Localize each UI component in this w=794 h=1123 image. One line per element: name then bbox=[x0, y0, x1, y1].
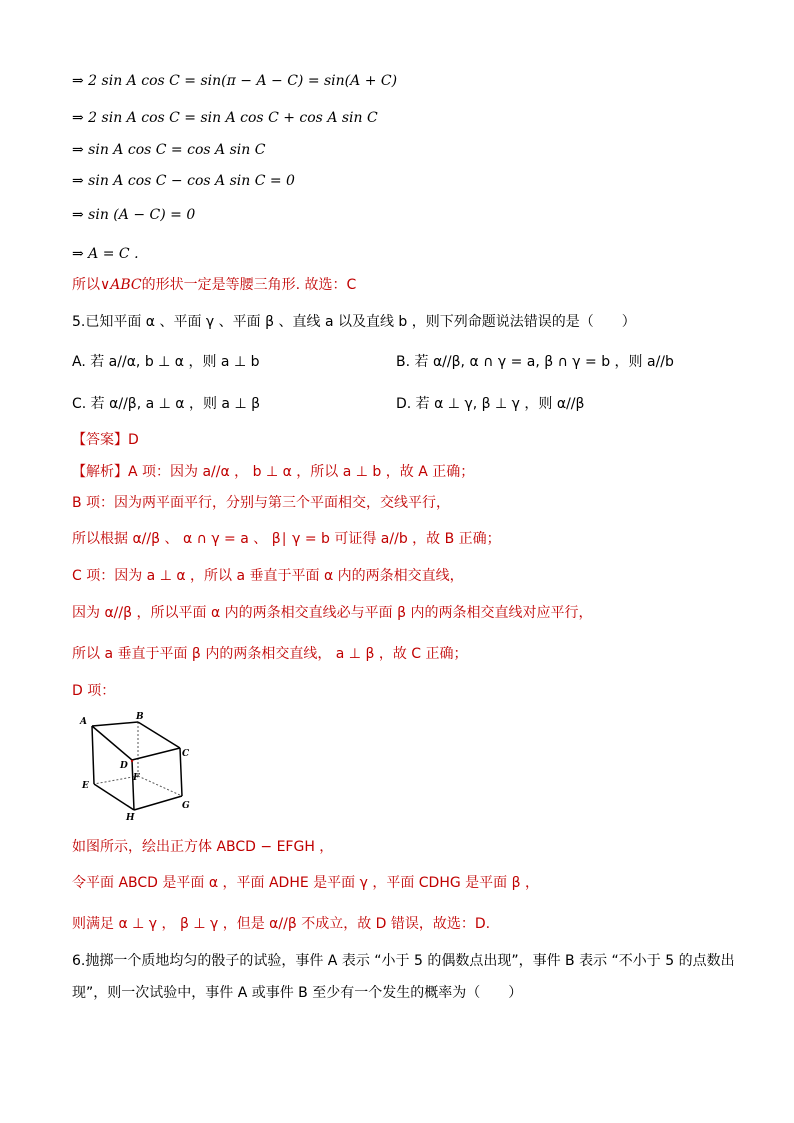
conclusion-triangle: ∨ABC bbox=[100, 277, 142, 293]
q5-analysis-d3: 则满足 α ⊥ γ ， β ⊥ γ ，但是 α//β 不成立，故 D 错误，故选：D. bbox=[72, 916, 491, 932]
q6-line-1: 6.抛掷一个质地均匀的骰子的试验，事件 A 表示 “小于 5 的偶数点出现”，事件 B 表示 “不小于 5 的点数出 bbox=[72, 953, 735, 969]
analysis-label: 【解析】 bbox=[72, 464, 128, 480]
q5-analysis-c2: 因为 α//β ，所以平面 α 内的两条相交直线必与平面 β 内的两条相交直线对应平行， bbox=[72, 605, 593, 621]
cube-label-e: E bbox=[82, 781, 89, 791]
q5-option-b: B. 若 α//β, α ∩ γ = a, β ∩ γ = b ，则 a//b bbox=[396, 354, 674, 370]
conclusion-prefix: 所以 bbox=[72, 277, 100, 293]
q5-option-a: A. 若 a//α, b ⊥ α ，则 a ⊥ b bbox=[72, 354, 260, 370]
q5-analysis-b2: 所以根据 α//β 、 α ∩ γ = a 、 β∣ γ = b 可证得 a//b ，故 B 正确； bbox=[72, 531, 501, 547]
cube-label-a: A bbox=[80, 717, 87, 727]
cube-label-c: C bbox=[182, 749, 190, 759]
q5-analysis-d-label: D 项： bbox=[72, 683, 116, 699]
q5-option-c: C. 若 α//β, a ⊥ α ，则 a ⊥ β bbox=[72, 396, 261, 412]
q5-stem: 5.已知平面 α 、平面 γ 、平面 β 、直线 a 以及直线 b ，则下列命题说法错误的是（ ） bbox=[72, 314, 636, 330]
q5-answer: 【答案】D bbox=[72, 432, 139, 448]
derivation-line-3: ⇒ sin A cos C = cos A sin C bbox=[72, 142, 266, 158]
q5-analysis-b1: B 项：因为两平面平行，分别与第三个平面相交，交线平行， bbox=[72, 495, 451, 511]
derivation-line-1: ⇒ 2 sin A cos C = sin(π − A − C) = sin(A + C) bbox=[72, 73, 398, 89]
cube-label-f: F bbox=[133, 773, 140, 783]
cube-label-b: B bbox=[136, 712, 144, 722]
q5-analysis-d2: 令平面 ABCD 是平面 α ，平面 ADHE 是平面 γ ，平面 CDHG 是平面 β ， bbox=[72, 875, 540, 891]
q5-analysis-c1: C 项：因为 a ⊥ α ，所以 a 垂直于平面 α 内的两条相交直线， bbox=[72, 568, 464, 584]
conclusion-suffix: 的形状一定是等腰三角形. 故选：C bbox=[141, 277, 357, 293]
q5-analysis-a bbox=[72, 463, 474, 481]
conclusion-line bbox=[72, 276, 356, 294]
cube-label-d: D bbox=[120, 761, 128, 771]
cube-label-g: G bbox=[182, 801, 190, 811]
derivation-line-5: ⇒ sin (A − C) = 0 bbox=[72, 207, 196, 223]
cube-label-h: H bbox=[126, 813, 135, 822]
derivation-line-6: ⇒ A = C . bbox=[72, 246, 139, 262]
derivation-line-4: ⇒ sin A cos C − cos A sin C = 0 bbox=[72, 173, 295, 189]
q6-line-2: 现”，则一次试验中，事件 A 或事件 B 至少有一个发生的概率为（ ） bbox=[72, 985, 523, 1001]
q5-analysis-d1: 如图所示，绘出正方体 ABCD − EFGH ， bbox=[72, 839, 334, 855]
cube-diagram bbox=[76, 710, 196, 822]
q5-analysis-c3: 所以 a 垂直于平面 β 内的两条相交直线， a ⊥ β ，故 C 正确； bbox=[72, 646, 468, 662]
q5-option-d: D. 若 α ⊥ γ, β ⊥ γ ，则 α//β bbox=[396, 396, 585, 412]
analysis-a-text: A 项：因为 a//α ， b ⊥ α ，所以 a ⊥ b ，故 A 正确； bbox=[128, 464, 475, 480]
derivation-line-2: ⇒ 2 sin A cos C = sin A cos C + cos A sin C bbox=[72, 110, 378, 126]
